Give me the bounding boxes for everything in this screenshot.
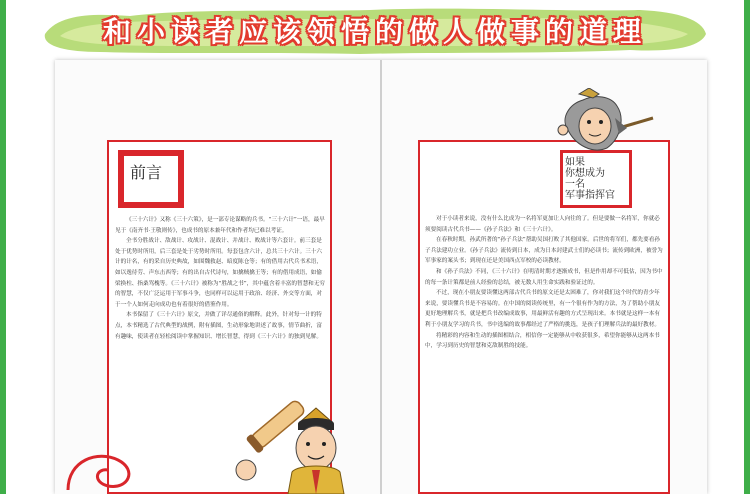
- decorative-swirl: [58, 430, 148, 494]
- paragraph: 全书分胜战计、敌战计、攻战计、混战计、并战计、败战计等六套计。前三套是处于优势时所用，后三套是处于劣势时所用。每套包含六计，总共三十六计。三十六计的计名，有的采自历史典故，如围魏救赵、暗度陈仓等；有的借用古代兵书术语，如以逸待劳、声东击西等；有的出自古代诗句，如擒贼擒王等；有的借用成语，如偷梁换柱、指桑骂槐等。《三十六计》被称为“胜战之书”，其中蕴含着丰富的智慧和无穷的智慧，不仅广泛运用于军事斗争，也同样可以运用于政治、经济、外交等方面，对于一个人如何走向成功也有着很好的借鉴作用。: [115, 238, 325, 308]
- banner-title: 和小读者应该领悟的做人做事的道理: [102, 15, 647, 48]
- right-page-text: [425, 214, 663, 490]
- strategist-character-illustration: [228, 400, 378, 494]
- right-title-line: 你想成为: [565, 168, 605, 179]
- paragraph: 和《孙子兵法》不同，《三十六计》在明清时期才逐渐成书，但是作用却不可低估，因为书中的每一条计策都是前人经验的总结，被无数人用生命实践和验证过的。: [425, 268, 663, 286]
- paragraph: 本书保留了《三十六计》原文，并做了详尽通俗的解释。此外，针对每一计的特点，本书精选了古代典型的战例，附有插图，生动形象地讲述了故事，情节曲折，富有趣味，使读者在轻松阅读中掌握知识、增长智慧，得到《三十六计》的独到见解。: [115, 312, 322, 340]
- title-banner: [40, 4, 710, 56]
- paragraph: 《三十六计》又称《三十六策》，是一部专论谋略的兵书。“三十六计”一语，最早见于《南齐书·王敬则传》，也成书的原本兼年代和作者均已难以考证。: [115, 217, 325, 234]
- right-page-title-box: [560, 150, 632, 208]
- right-title-line: 一名: [565, 179, 585, 190]
- paragraph: 对于小读者来说，没有什么比成为一名将军更加让人向往的了。但是要做一名将军，你就必须要阅读古代兵书——《孙子兵法》和《三十六计》。: [425, 216, 660, 233]
- paragraph: 将精彩的内容和生动的插图相结合，相信你一定能够从中收获很多，希望你能够从这两本书中，学习到历史的智慧和克敌制胜的技能。: [425, 332, 660, 350]
- preface-title-box: [118, 150, 184, 208]
- paragraph: 在春秋时期，孙武所著的“孙子兵法”帮助吴国打败了其他国家。后世的将军们，都先要看孙子兵法建功立业。《孙子兵法》流传到日本，成为日本封建武士们的必读书；流传到欧洲，被誉为军事家的案头书；到现在还是美国西点军校的必读教材。: [425, 237, 663, 265]
- right-title-line: 如果: [565, 157, 585, 168]
- book-spine: [380, 60, 382, 494]
- soldier-character-illustration: [555, 88, 655, 156]
- paragraph: 不过，现在小朋友要读懂这两部古代兵书的原文还是太困难了，你对我们这个时代的青少年来说，要读懂兵书是不容易的。在中国的阅读传统里，有一个很有作为的方法，为了帮助小朋友更好地理解兵书，就是把兵书改编成故事，用最鲜活有趣的方式呈现出来。本书就是这样一本有利于小朋友学习的兵书，书中选编的故事都经过了严格的挑选，是孩子们理解兵法的最好教材。: [425, 290, 660, 328]
- right-title-line: 军事指挥官: [565, 190, 615, 201]
- preface-title: 前言: [130, 163, 163, 182]
